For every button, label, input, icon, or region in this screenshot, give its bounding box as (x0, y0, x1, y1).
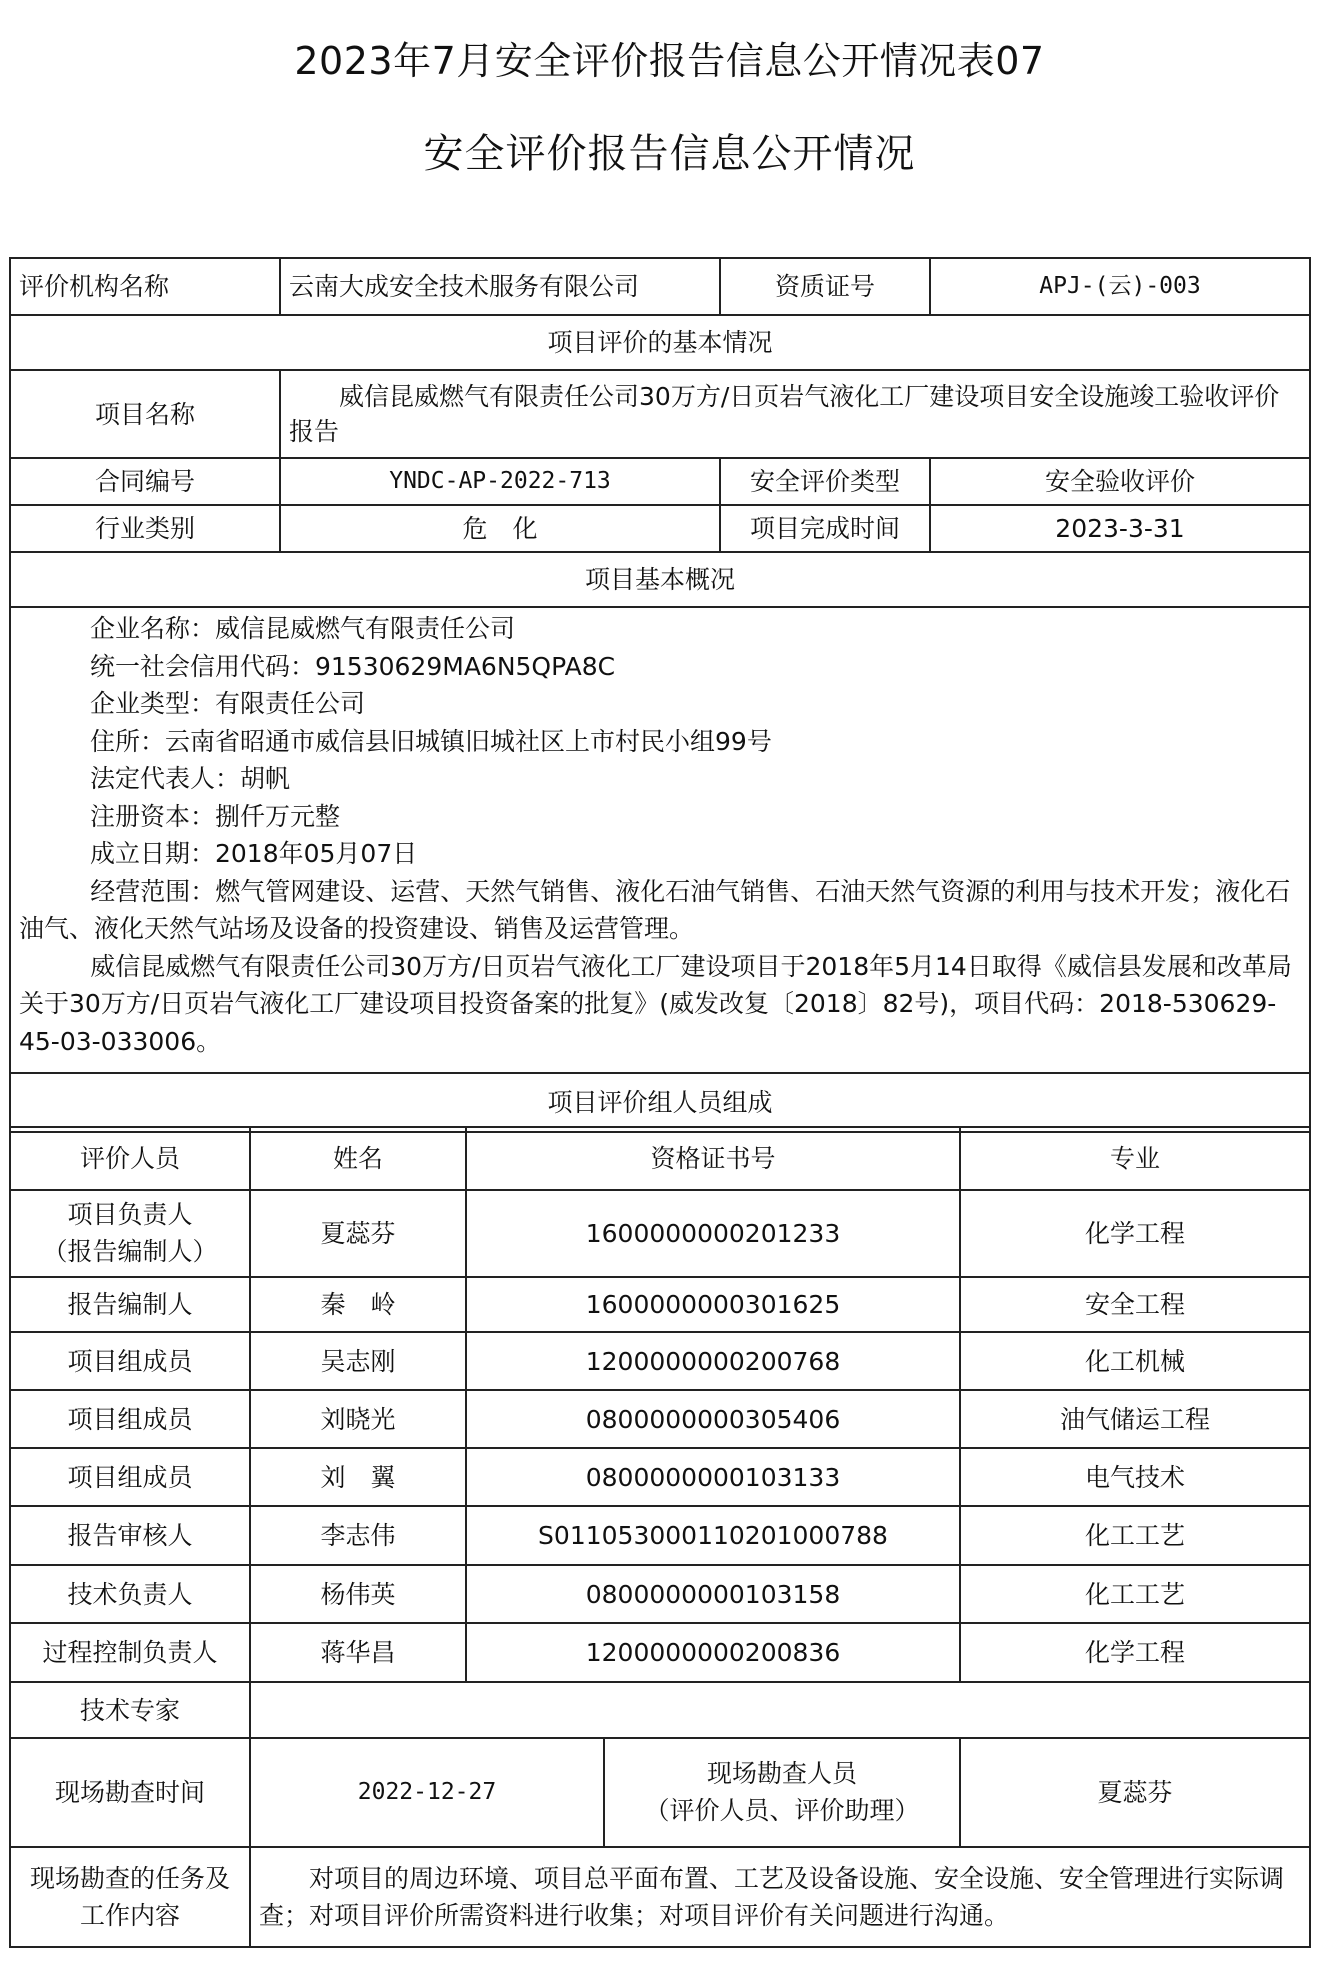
table-row (10, 1277, 1310, 1332)
team-name: 秦 岭 (250, 1277, 466, 1332)
overview-scope: 经营范围：燃气管网建设、运营、天然气销售、液化石油气销售、石油天然气资源的利用与技术开发；液化石油气、液化天然气站场及设备的投资建设、销售及运营管理。 (19, 876, 1291, 943)
overview-credit-code: 统一社会信用代码：91530629MA6N5QPA8C (90, 651, 616, 681)
team-name: 吴志刚 (250, 1332, 466, 1390)
team-name: 刘 翼 (250, 1448, 466, 1506)
contract-value: YNDC-AP-2022-713 (280, 458, 720, 505)
team-cert: 0800000000305406 (466, 1390, 960, 1448)
team-role: 技术负责人 (10, 1565, 250, 1623)
project-overview (10, 607, 1310, 1073)
contract-label: 合同编号 (10, 458, 280, 505)
table-row (10, 1506, 1310, 1565)
table-row (10, 1565, 1310, 1623)
expert-value (250, 1682, 1310, 1738)
document-subtitle: 安全评价报告信息公开情况 (423, 131, 916, 177)
team-cert: 1200000000200836 (466, 1623, 960, 1682)
finish-time-label: 项目完成时间 (720, 505, 930, 552)
overview-company-type: 企业类型：有限责任公司 (90, 689, 366, 718)
team-major: 电气技术 (960, 1448, 1310, 1506)
org-name-value: 云南大成安全技术服务有限公司 (280, 258, 720, 315)
survey-time-label: 现场勘查时间 (10, 1738, 250, 1847)
team-role: 项目负责人 （报告编制人） (10, 1190, 250, 1277)
project-name-value: 威信昆威燃气有限责任公司30万方/日页岩气液化工厂建设项目安全设施竣工验收评价报告 (280, 370, 1310, 458)
team-cert: 0800000000103158 (466, 1565, 960, 1623)
team-major: 油气储运工程 (960, 1390, 1310, 1448)
overview-legal-rep: 法定代表人：胡帆 (90, 764, 291, 793)
overview-section-header: 项目基本概况 (10, 552, 1310, 607)
basic-info-table (9, 257, 1311, 1133)
overview-capital: 注册资本：捌仟万元整 (90, 801, 341, 831)
team-cert: S011053000110201000788 (466, 1506, 960, 1565)
survey-task-value: 对项目的周边环境、项目总平面布置、工艺及设备设施、安全设施、安全管理进行实际调查；对项目评价所需资料进行收集；对项目评价有关问题进行沟通。 (250, 1847, 1310, 1947)
team-major: 化工工艺 (960, 1565, 1310, 1623)
table-row (10, 1190, 1310, 1277)
basic-section-header: 项目评价的基本情况 (10, 315, 1310, 370)
table-row (10, 1332, 1310, 1390)
industry-value: 危 化 (280, 505, 720, 552)
project-name-label: 项目名称 (10, 370, 280, 458)
survey-people-value: 夏蕊芬 (960, 1738, 1310, 1847)
table-row (10, 1390, 1310, 1448)
overview-address: 住所：云南省昭通市威信县旧城镇旧城社区上市村民小组99号 (90, 726, 772, 756)
team-cert: 1600000000201233 (466, 1190, 960, 1277)
overview-background: 威信昆威燃气有限责任公司30万方/日页岩气液化工厂建设项目于2018年5月14日取得《威信县发展和改革局关于30万方/日页岩气液化工厂建设项目投资备案的批复》(威发改复〔2018〕82号)，项目代码：2018-530629-45-03-033006。 (19, 951, 1292, 1056)
team-name: 夏蕊芬 (250, 1190, 466, 1277)
eval-type-value: 安全验收评价 (930, 458, 1310, 505)
table-row (10, 1623, 1310, 1682)
survey-people-label: 现场勘查人员 （评价人员、评价助理） (604, 1738, 960, 1847)
overview-company: 企业名称：威信昆威燃气有限责任公司 (90, 614, 516, 643)
expert-label: 技术专家 (10, 1682, 250, 1738)
survey-time-value: 2022-12-27 (250, 1738, 604, 1847)
team-name: 刘晓光 (250, 1390, 466, 1448)
team-table (9, 1126, 1311, 1948)
team-major: 化工机械 (960, 1332, 1310, 1390)
finish-time-value: 2023-3-31 (930, 505, 1310, 552)
team-role: 项目组成员 (10, 1332, 250, 1390)
team-role: 报告审核人 (10, 1506, 250, 1565)
team-name: 杨伟英 (250, 1565, 466, 1623)
survey-task-label: 现场勘查的任务及工作内容 (10, 1847, 250, 1947)
team-cert: 1600000000301625 (466, 1277, 960, 1332)
team-col-name: 姓名 (250, 1127, 466, 1190)
team-cert: 0800000000103133 (466, 1448, 960, 1506)
team-section-header: 项目评价组人员组成 (10, 1073, 1310, 1132)
team-major: 化学工程 (960, 1623, 1310, 1682)
overview-founded: 成立日期：2018年05月07日 (90, 839, 418, 868)
team-major: 化工工艺 (960, 1506, 1310, 1565)
cert-label: 资质证号 (720, 258, 930, 315)
team-role: 报告编制人 (10, 1277, 250, 1332)
team-col-major: 专业 (960, 1127, 1310, 1190)
team-role: 项目组成员 (10, 1390, 250, 1448)
team-cert: 1200000000200768 (466, 1332, 960, 1390)
team-name: 李志伟 (250, 1506, 466, 1565)
team-col-role: 评价人员 (10, 1127, 250, 1190)
cert-value: APJ-(云)-003 (930, 258, 1310, 315)
industry-label: 行业类别 (10, 505, 280, 552)
table-row (10, 1448, 1310, 1506)
team-col-cert: 资格证书号 (466, 1127, 960, 1190)
eval-type-label: 安全评价类型 (720, 458, 930, 505)
team-role: 过程控制负责人 (10, 1623, 250, 1682)
team-role: 项目组成员 (10, 1448, 250, 1506)
team-name: 蒋华昌 (250, 1623, 466, 1682)
document-title: 2023年7月安全评价报告信息公开情况表07 (294, 39, 1045, 83)
team-major: 安全工程 (960, 1277, 1310, 1332)
org-name-label: 评价机构名称 (10, 258, 280, 315)
team-major: 化学工程 (960, 1190, 1310, 1277)
